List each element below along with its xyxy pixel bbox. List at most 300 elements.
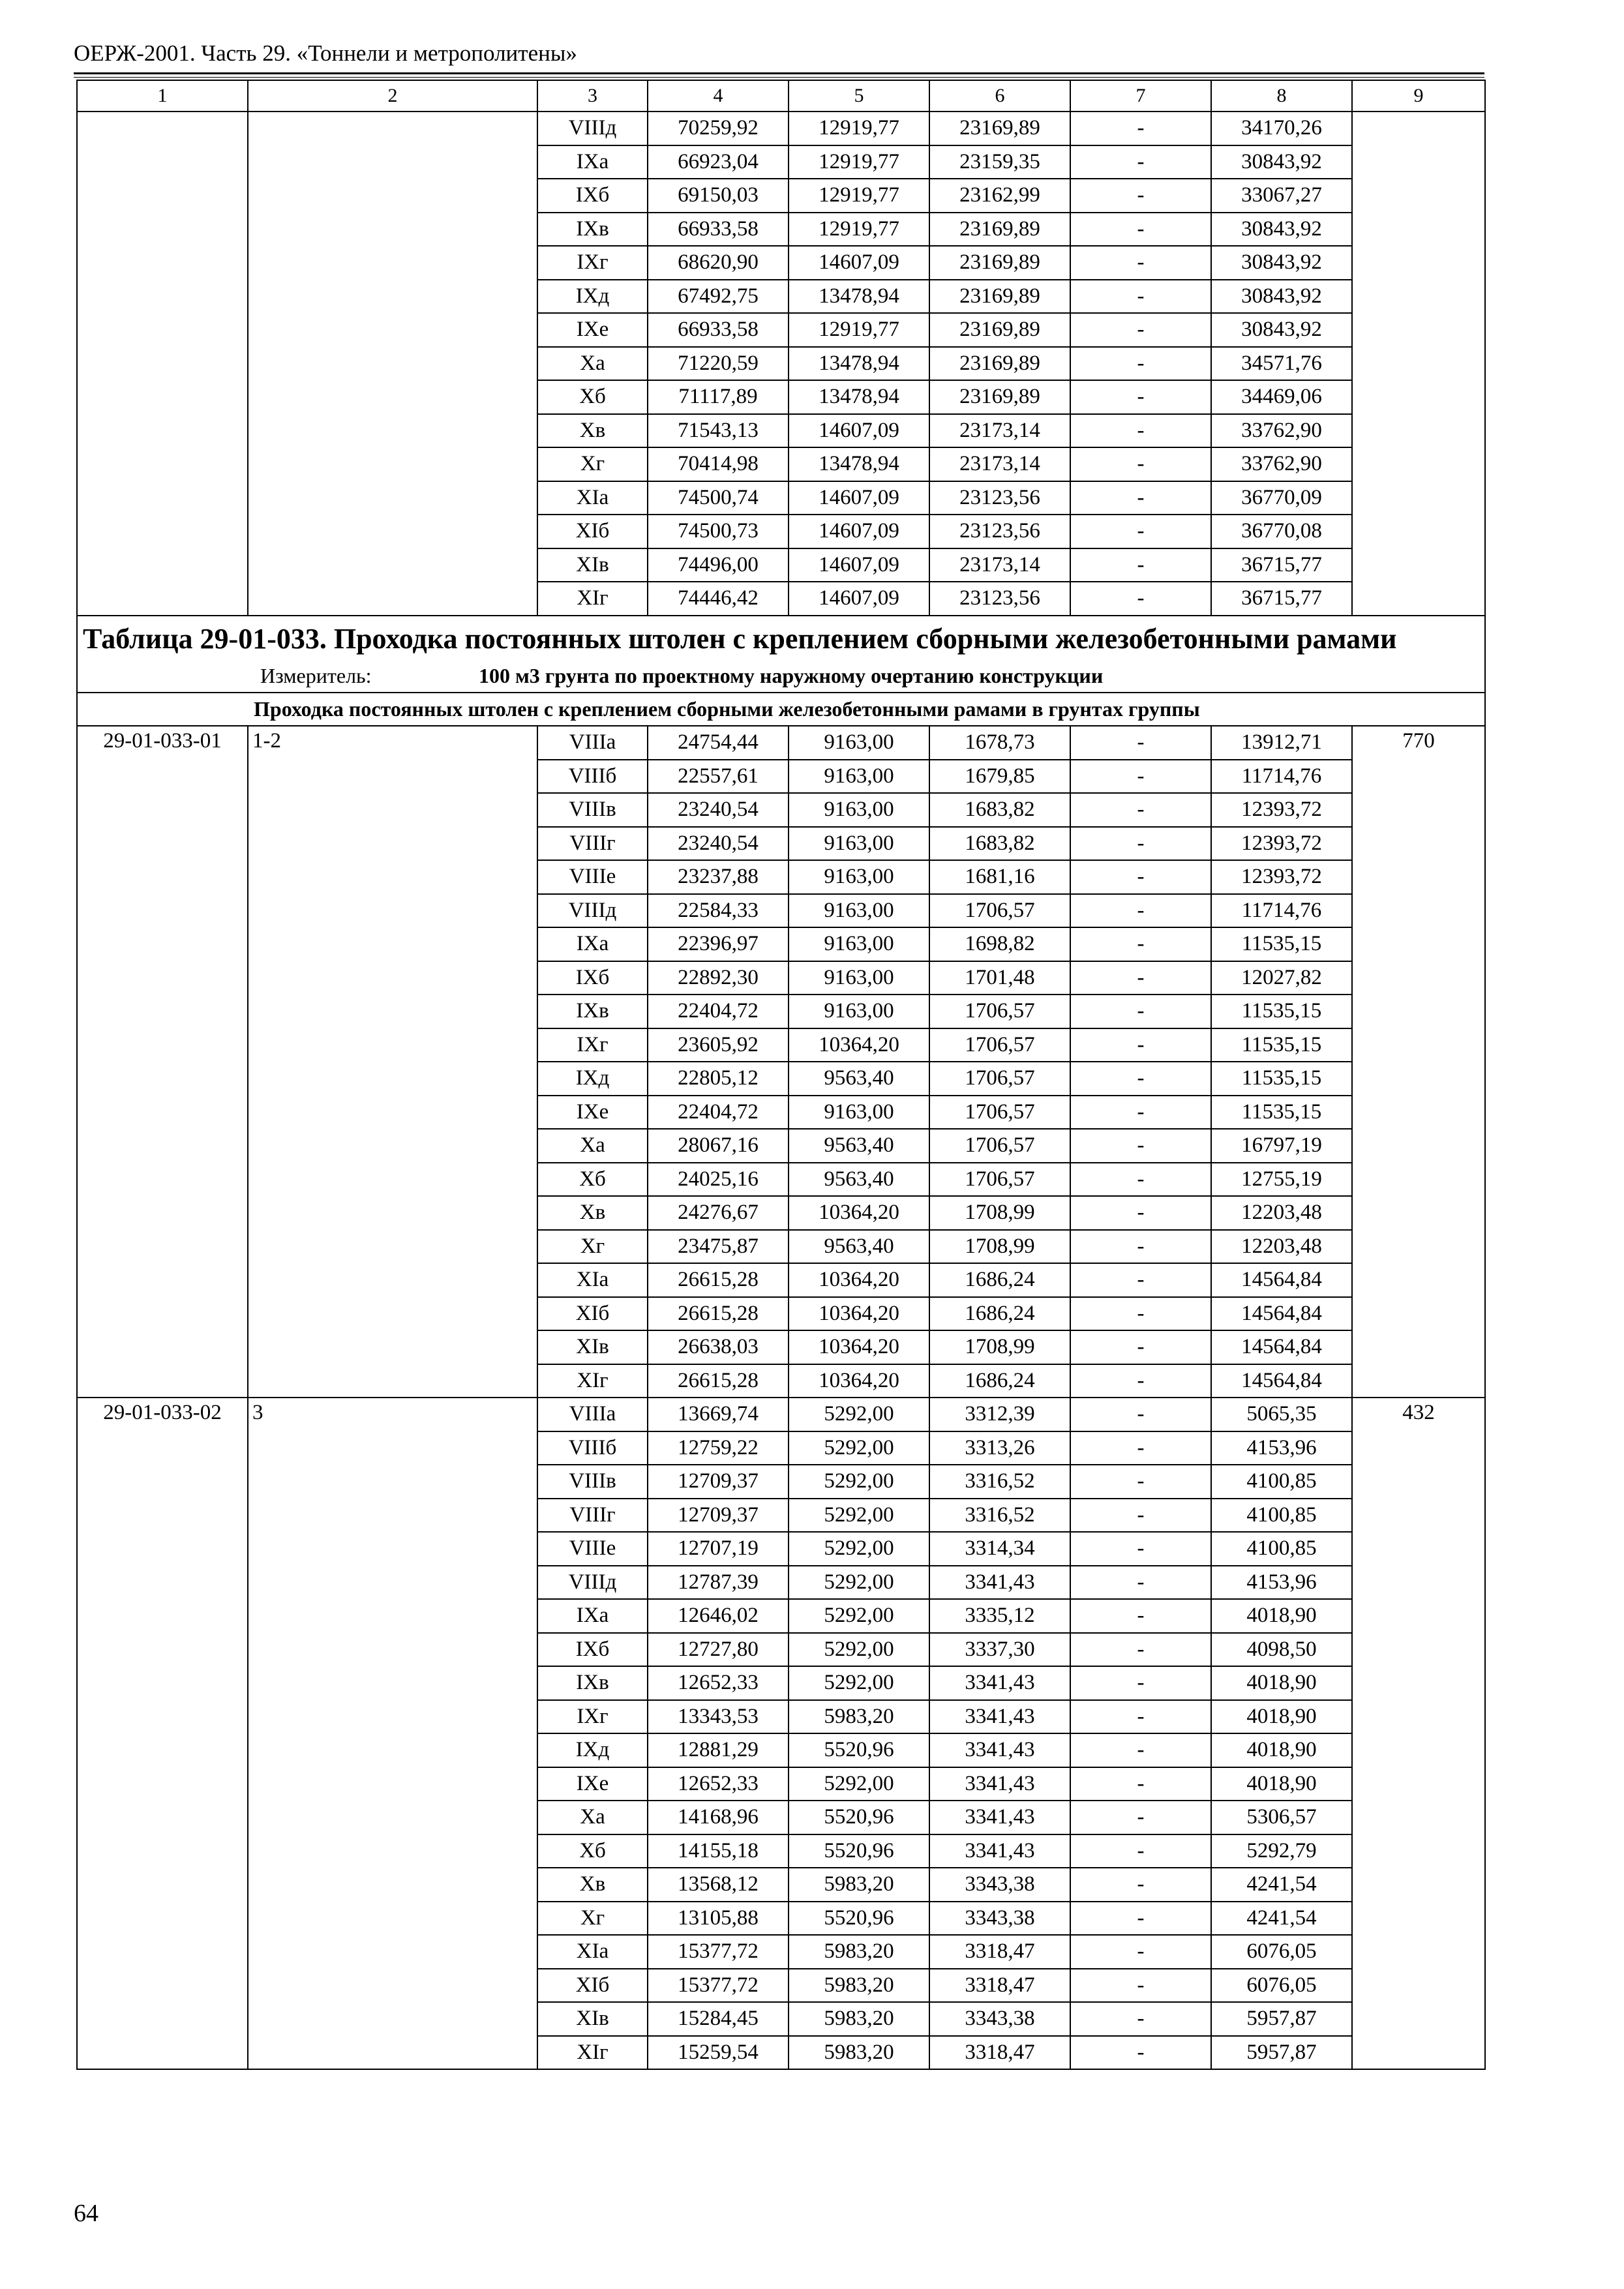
cell-c8: 5292,79 (1211, 1834, 1352, 1868)
cell-c5: 13478,94 (789, 447, 929, 481)
cell-c4: 13105,88 (648, 1902, 789, 1936)
cell-c4: 12652,33 (648, 1666, 789, 1700)
cell-c8: 36770,08 (1211, 515, 1352, 548)
cell-c3: IXв (537, 1666, 648, 1700)
cell-c8: 4018,90 (1211, 1666, 1352, 1700)
cell-c6: 3343,38 (929, 1902, 1070, 1936)
cell-c8: 11535,15 (1211, 995, 1352, 1028)
cell-c4: 22892,30 (648, 961, 789, 995)
table-title-cell (77, 616, 1485, 693)
cell-c8: 30843,92 (1211, 313, 1352, 347)
cell-c5: 14607,09 (789, 515, 929, 548)
cell-c3: IXг (537, 1700, 648, 1734)
cell-c6: 3343,38 (929, 1868, 1070, 1902)
page-number: 64 (74, 2200, 98, 2227)
cell-c4: 28067,16 (648, 1129, 789, 1163)
cell-c7: - (1070, 2002, 1211, 2036)
cell-c4: 12646,02 (648, 1599, 789, 1633)
cell-c3: IXв (537, 213, 648, 247)
cell-c6: 23173,14 (929, 447, 1070, 481)
cell-c5: 5292,00 (789, 1532, 929, 1566)
cell-c3: XIг (537, 582, 648, 616)
cell-c3: VIIIб (537, 760, 648, 794)
cell-c3: IXг (537, 1028, 648, 1062)
cell-c8: 33762,90 (1211, 414, 1352, 448)
cell-c6: 1706,57 (929, 894, 1070, 928)
cell-c4: 12759,22 (648, 1431, 789, 1465)
cell-c5: 9563,40 (789, 1163, 929, 1197)
cell-c4: 70414,98 (648, 447, 789, 481)
cell-c4: 71117,89 (648, 380, 789, 414)
cell-c7: - (1070, 1431, 1211, 1465)
cell-c3: IXд (537, 1062, 648, 1096)
cell-c6: 1698,82 (929, 927, 1070, 961)
cell-c3: XIб (537, 1969, 648, 2003)
cell-c8: 12755,19 (1211, 1163, 1352, 1197)
cell-c3: IXд (537, 280, 648, 314)
cell-c3: Xб (537, 1163, 648, 1197)
cell-c5: 5292,00 (789, 1398, 929, 1431)
cell-c8: 4153,96 (1211, 1431, 1352, 1465)
cell-c5: 10364,20 (789, 1263, 929, 1297)
cell-c4: 23237,88 (648, 860, 789, 894)
cell-c5: 9163,00 (789, 995, 929, 1028)
column-number: 9 (1352, 80, 1485, 112)
cell-c5: 5520,96 (789, 1834, 929, 1868)
cell-c4: 26615,28 (648, 1297, 789, 1331)
cell-c3: XIа (537, 481, 648, 515)
cell-c5: 14607,09 (789, 246, 929, 280)
cell-c3: XIв (537, 1330, 648, 1364)
header-rule-thick (74, 72, 1484, 74)
cell-c7: - (1070, 1465, 1211, 1499)
cell-c5: 9163,00 (789, 927, 929, 961)
cell-c6: 23169,89 (929, 112, 1070, 145)
column-number: 4 (648, 80, 789, 112)
cell-c4: 74446,42 (648, 582, 789, 616)
cell-c8: 30843,92 (1211, 213, 1352, 247)
cell-c8: 5957,87 (1211, 2002, 1352, 2036)
cell-c7: - (1070, 1532, 1211, 1566)
cell-c6: 1706,57 (929, 1129, 1070, 1163)
cell-c8: 30843,92 (1211, 280, 1352, 314)
cell-c4: 12652,33 (648, 1767, 789, 1801)
cell-c5: 10364,20 (789, 1196, 929, 1230)
cell-c8: 30843,92 (1211, 145, 1352, 179)
cell-c3: XIв (537, 2002, 648, 2036)
cell-c3: IXа (537, 927, 648, 961)
cell-c5: 5983,20 (789, 1935, 929, 1969)
cell-c4: 23475,87 (648, 1230, 789, 1264)
cell-c8: 12203,48 (1211, 1196, 1352, 1230)
cell-c8: 36715,77 (1211, 582, 1352, 616)
cell-c5: 9163,00 (789, 894, 929, 928)
cell-c6: 3312,39 (929, 1398, 1070, 1431)
cell-c3: IXе (537, 313, 648, 347)
cell-c5: 5983,20 (789, 1969, 929, 2003)
cell-c6: 3341,43 (929, 1801, 1070, 1834)
cell-c7: - (1070, 112, 1211, 145)
meter-line (83, 662, 1479, 689)
cell-c7: - (1070, 1364, 1211, 1398)
cell-c8: 36715,77 (1211, 548, 1352, 582)
cell-c5: 5520,96 (789, 1902, 929, 1936)
cell-c5: 10364,20 (789, 1028, 929, 1062)
cell-c4: 22584,33 (648, 894, 789, 928)
column-number: 5 (789, 80, 929, 112)
cell-c6: 3337,30 (929, 1633, 1070, 1667)
cell-c5: 12919,77 (789, 179, 929, 213)
code-cell (77, 112, 248, 616)
cell-c4: 12881,29 (648, 1733, 789, 1767)
cell-c8: 36770,09 (1211, 481, 1352, 515)
cell-c8: 12393,72 (1211, 827, 1352, 861)
cell-c4: 12707,19 (648, 1532, 789, 1566)
cell-c5: 12919,77 (789, 145, 929, 179)
cell-c4: 69150,03 (648, 179, 789, 213)
cell-c5: 9563,40 (789, 1230, 929, 1264)
cell-c6: 3343,38 (929, 2002, 1070, 2036)
col9-cell: 770 (1352, 726, 1485, 1398)
cell-c3: XIг (537, 2036, 648, 2070)
cell-c7: - (1070, 860, 1211, 894)
cell-c7: - (1070, 1767, 1211, 1801)
column-number: 7 (1070, 80, 1211, 112)
cell-c3: Xг (537, 1902, 648, 1936)
cell-c7: - (1070, 414, 1211, 448)
cell-c4: 15377,72 (648, 1935, 789, 1969)
cell-c5: 9163,00 (789, 793, 929, 827)
ground-group-cell: 1-2 (248, 726, 537, 1398)
cell-c7: - (1070, 1868, 1211, 1902)
cell-c6: 3313,26 (929, 1431, 1070, 1465)
cell-c7: - (1070, 1566, 1211, 1600)
cell-c5: 5292,00 (789, 1599, 929, 1633)
column-number: 1 (77, 80, 248, 112)
cell-c8: 11535,15 (1211, 1028, 1352, 1062)
cell-c8: 4241,54 (1211, 1868, 1352, 1902)
cell-c6: 23123,56 (929, 515, 1070, 548)
cell-c6: 23162,99 (929, 179, 1070, 213)
cell-c3: XIа (537, 1935, 648, 1969)
cell-c8: 12393,72 (1211, 860, 1352, 894)
table-title: Таблица 29-01-033. Проходка постоянных штолен с креплением сборными железобетонными рамами (83, 622, 1397, 655)
cell-c8: 4018,90 (1211, 1767, 1352, 1801)
cell-c6: 1681,16 (929, 860, 1070, 894)
cell-c6: 3335,12 (929, 1599, 1070, 1633)
cell-c4: 14155,18 (648, 1834, 789, 1868)
cell-c5: 9163,00 (789, 827, 929, 861)
cell-c5: 5983,20 (789, 1868, 929, 1902)
cell-c6: 1701,48 (929, 961, 1070, 995)
cell-c5: 9163,00 (789, 1096, 929, 1130)
cell-c5: 5983,20 (789, 2002, 929, 2036)
cell-c4: 12727,80 (648, 1633, 789, 1667)
cell-c5: 13478,94 (789, 380, 929, 414)
cell-c7: - (1070, 380, 1211, 414)
cell-c7: - (1070, 760, 1211, 794)
cell-c3: VIIIе (537, 1532, 648, 1566)
cell-c4: 74496,00 (648, 548, 789, 582)
cell-c5: 5292,00 (789, 1633, 929, 1667)
cell-c4: 13343,53 (648, 1700, 789, 1734)
cell-c4: 26615,28 (648, 1263, 789, 1297)
col9-cell (1352, 112, 1485, 616)
cell-c8: 11535,15 (1211, 927, 1352, 961)
cell-c8: 12203,48 (1211, 1230, 1352, 1264)
cell-c5: 9563,40 (789, 1129, 929, 1163)
cell-c6: 3318,47 (929, 2036, 1070, 2070)
cell-c3: IXа (537, 1599, 648, 1633)
cell-c3: Xв (537, 414, 648, 448)
cell-c4: 24276,67 (648, 1196, 789, 1230)
cell-c8: 33762,90 (1211, 447, 1352, 481)
cell-c3: VIIIв (537, 1465, 648, 1499)
cell-c8: 14564,84 (1211, 1263, 1352, 1297)
cell-c5: 5292,00 (789, 1566, 929, 1600)
cell-c7: - (1070, 1062, 1211, 1096)
cell-c6: 1706,57 (929, 1163, 1070, 1197)
cell-c8: 4018,90 (1211, 1700, 1352, 1734)
cell-c3: XIа (537, 1263, 648, 1297)
table-row (77, 1398, 1485, 1431)
cell-c4: 22396,97 (648, 927, 789, 961)
cell-c4: 15284,45 (648, 2002, 789, 2036)
cell-c8: 4098,50 (1211, 1633, 1352, 1667)
cell-c8: 5306,57 (1211, 1801, 1352, 1834)
column-number-row (77, 80, 1485, 112)
cell-c6: 23123,56 (929, 481, 1070, 515)
cell-c3: VIIIе (537, 860, 648, 894)
cell-c4: 74500,73 (648, 515, 789, 548)
cell-c4: 22404,72 (648, 995, 789, 1028)
cell-c4: 23605,92 (648, 1028, 789, 1062)
cell-c4: 23240,54 (648, 827, 789, 861)
cell-c6: 1708,99 (929, 1230, 1070, 1264)
cell-c6: 23173,14 (929, 548, 1070, 582)
cell-c6: 3316,52 (929, 1465, 1070, 1499)
cell-c8: 11535,15 (1211, 1062, 1352, 1096)
cell-c8: 5957,87 (1211, 2036, 1352, 2070)
cell-c6: 3341,43 (929, 1566, 1070, 1600)
cell-c5: 5292,00 (789, 1767, 929, 1801)
cell-c5: 9563,40 (789, 1062, 929, 1096)
cell-c5: 14607,09 (789, 414, 929, 448)
cell-c5: 12919,77 (789, 313, 929, 347)
cell-c7: - (1070, 515, 1211, 548)
cell-c4: 15259,54 (648, 2036, 789, 2070)
cell-c4: 66933,58 (648, 313, 789, 347)
column-number: 2 (248, 80, 537, 112)
cell-c8: 5065,35 (1211, 1398, 1352, 1431)
cell-c3: Xг (537, 1230, 648, 1264)
cell-c7: - (1070, 2036, 1211, 2070)
code-cell: 29-01-033-01 (77, 726, 248, 1398)
cell-c3: VIIIд (537, 112, 648, 145)
cell-c6: 23123,56 (929, 582, 1070, 616)
cell-c6: 23169,89 (929, 313, 1070, 347)
cell-c4: 22404,72 (648, 1096, 789, 1130)
cell-c7: - (1070, 1499, 1211, 1533)
cell-c7: - (1070, 1700, 1211, 1734)
cell-c6: 1686,24 (929, 1297, 1070, 1331)
cell-c4: 67492,75 (648, 280, 789, 314)
cell-c8: 12027,82 (1211, 961, 1352, 995)
cell-c3: Xб (537, 380, 648, 414)
page-header: ОЕРЖ-2001. Часть 29. «Тоннели и метрополитены» (74, 40, 577, 66)
cell-c4: 12709,37 (648, 1465, 789, 1499)
cell-c8: 6076,05 (1211, 1935, 1352, 1969)
cell-c5: 9163,00 (789, 961, 929, 995)
cell-c8: 6076,05 (1211, 1969, 1352, 2003)
cell-c6: 23159,35 (929, 145, 1070, 179)
cell-c5: 14607,09 (789, 481, 929, 515)
cell-c3: Xа (537, 1801, 648, 1834)
cell-c3: XIб (537, 1297, 648, 1331)
cell-c3: Xа (537, 1129, 648, 1163)
cell-c7: - (1070, 1297, 1211, 1331)
cell-c3: Xв (537, 1196, 648, 1230)
cell-c4: 12787,39 (648, 1566, 789, 1600)
cell-c4: 26615,28 (648, 1364, 789, 1398)
cell-c5: 9163,00 (789, 760, 929, 794)
cell-c4: 15377,72 (648, 1969, 789, 2003)
cell-c4: 68620,90 (648, 246, 789, 280)
cell-c5: 5292,00 (789, 1666, 929, 1700)
cell-c5: 5292,00 (789, 1431, 929, 1465)
cell-c5: 9163,00 (789, 860, 929, 894)
cell-c8: 4100,85 (1211, 1465, 1352, 1499)
cell-c7: - (1070, 582, 1211, 616)
cell-c6: 3341,43 (929, 1700, 1070, 1734)
cell-c8: 16797,19 (1211, 1129, 1352, 1163)
cell-c8: 11714,76 (1211, 894, 1352, 928)
cell-c3: VIIIб (537, 1431, 648, 1465)
cell-c4: 26638,03 (648, 1330, 789, 1364)
cell-c6: 1708,99 (929, 1196, 1070, 1230)
cell-c6: 3341,43 (929, 1733, 1070, 1767)
cell-c8: 4100,85 (1211, 1499, 1352, 1533)
cell-c7: - (1070, 1129, 1211, 1163)
cell-c6: 1706,57 (929, 1062, 1070, 1096)
cell-c4: 13568,12 (648, 1868, 789, 1902)
cell-c8: 34469,06 (1211, 380, 1352, 414)
cell-c4: 22557,61 (648, 760, 789, 794)
cell-c7: - (1070, 313, 1211, 347)
table-row (77, 726, 1485, 760)
cell-c4: 23240,54 (648, 793, 789, 827)
column-number: 3 (537, 80, 648, 112)
cell-c6: 23169,89 (929, 280, 1070, 314)
cell-c5: 10364,20 (789, 1297, 929, 1331)
cell-c7: - (1070, 961, 1211, 995)
cell-c6: 23169,89 (929, 380, 1070, 414)
cell-c5: 10364,20 (789, 1364, 929, 1398)
cell-c7: - (1070, 280, 1211, 314)
cell-c7: - (1070, 179, 1211, 213)
cell-c8: 14564,84 (1211, 1330, 1352, 1364)
cell-c8: 4018,90 (1211, 1733, 1352, 1767)
ground-group-cell (248, 112, 537, 616)
table-title-row (77, 616, 1485, 693)
cell-c6: 1706,57 (929, 1028, 1070, 1062)
cell-c7: - (1070, 1330, 1211, 1364)
cell-c8: 13912,71 (1211, 726, 1352, 760)
cell-c4: 24754,44 (648, 726, 789, 760)
cell-c7: - (1070, 1096, 1211, 1130)
cell-c5: 14607,09 (789, 548, 929, 582)
cell-c3: Xб (537, 1834, 648, 1868)
cell-c7: - (1070, 347, 1211, 381)
price-table (76, 80, 1486, 2070)
cell-c7: - (1070, 1666, 1211, 1700)
cell-c3: XIг (537, 1364, 648, 1398)
cell-c6: 1678,73 (929, 726, 1070, 760)
cell-c6: 23173,14 (929, 414, 1070, 448)
meter-label: Измеритель: (260, 663, 372, 687)
cell-c3: IXд (537, 1733, 648, 1767)
cell-c3: XIв (537, 548, 648, 582)
cell-c7: - (1070, 1163, 1211, 1197)
cell-c8: 11714,76 (1211, 760, 1352, 794)
cell-c7: - (1070, 793, 1211, 827)
cell-c7: - (1070, 1733, 1211, 1767)
cell-c5: 5292,00 (789, 1465, 929, 1499)
cell-c8: 34170,26 (1211, 112, 1352, 145)
cell-c8: 12393,72 (1211, 793, 1352, 827)
cell-c6: 1706,57 (929, 995, 1070, 1028)
cell-c8: 4241,54 (1211, 1902, 1352, 1936)
cell-c7: - (1070, 1834, 1211, 1868)
cell-c7: - (1070, 548, 1211, 582)
column-number: 8 (1211, 80, 1352, 112)
section-heading: Проходка постоянных штолен с креплением сборными железобетонными рамами в грунтах группы (77, 693, 1485, 726)
cell-c6: 23169,89 (929, 246, 1070, 280)
cell-c8: 4153,96 (1211, 1566, 1352, 1600)
cell-c3: VIIIд (537, 1566, 648, 1600)
cell-c8: 14564,84 (1211, 1297, 1352, 1331)
cell-c7: - (1070, 1028, 1211, 1062)
cell-c5: 5520,96 (789, 1733, 929, 1767)
meter-value: 100 м3 грунта по проектному наружному очертанию конструкции (479, 663, 1104, 687)
cell-c6: 3341,43 (929, 1767, 1070, 1801)
cell-c3: Xг (537, 447, 648, 481)
cell-c5: 13478,94 (789, 347, 929, 381)
cell-c8: 11535,15 (1211, 1096, 1352, 1130)
cell-c6: 3314,34 (929, 1532, 1070, 1566)
cell-c7: - (1070, 481, 1211, 515)
table-row (77, 112, 1485, 145)
cell-c3: IXб (537, 961, 648, 995)
cell-c5: 9163,00 (789, 726, 929, 760)
cell-c4: 12709,37 (648, 1499, 789, 1533)
cell-c3: VIIIа (537, 1398, 648, 1431)
cell-c3: VIIIд (537, 894, 648, 928)
cell-c7: - (1070, 213, 1211, 247)
cell-c5: 12919,77 (789, 213, 929, 247)
cell-c3: VIIIг (537, 1499, 648, 1533)
cell-c4: 13669,74 (648, 1398, 789, 1431)
cell-c7: - (1070, 1263, 1211, 1297)
cell-c6: 1708,99 (929, 1330, 1070, 1364)
cell-c7: - (1070, 1196, 1211, 1230)
cell-c5: 5983,20 (789, 2036, 929, 2070)
cell-c3: VIIIг (537, 827, 648, 861)
header-rule-thin (74, 77, 1484, 78)
cell-c6: 1686,24 (929, 1263, 1070, 1297)
cell-c4: 71220,59 (648, 347, 789, 381)
cell-c3: IXб (537, 1633, 648, 1667)
